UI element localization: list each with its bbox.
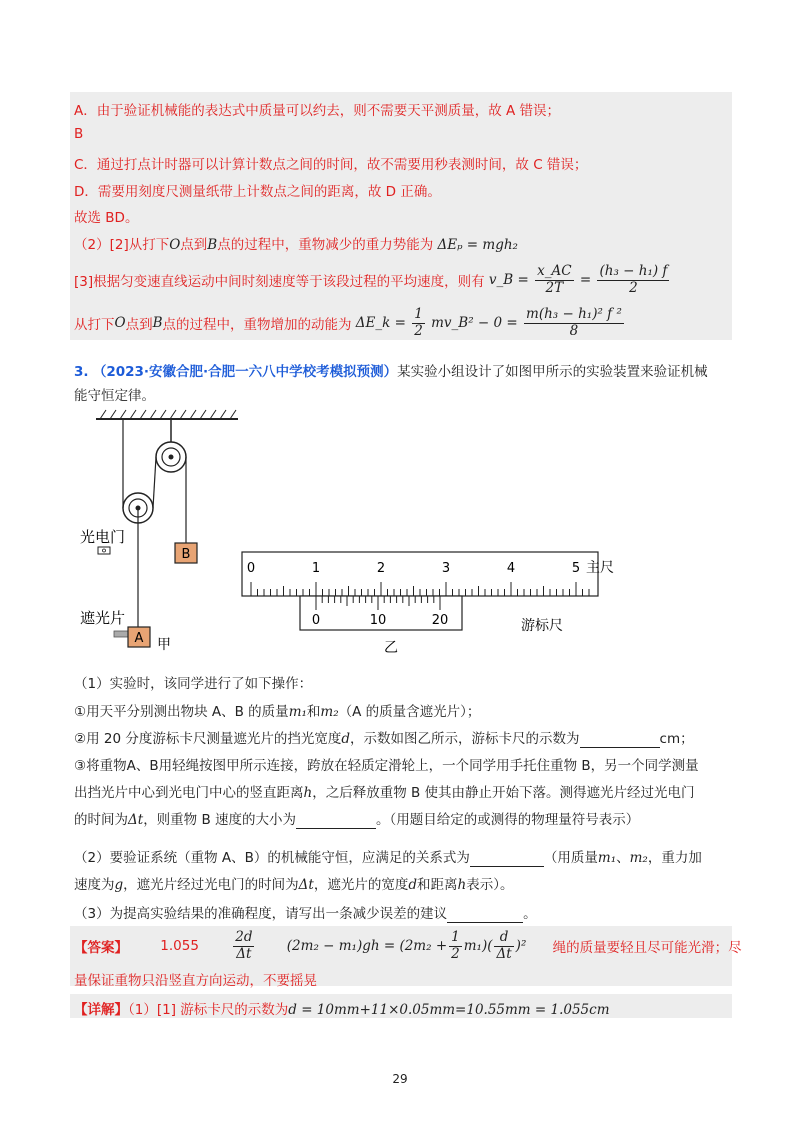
figure-caption-jia: 甲 (157, 637, 171, 653)
question-part-3: （3）为提高实验结果的准确程度，请写出一条减少误差的建议 。 (74, 906, 537, 922)
analysis-part3: [3]根据匀变速直线运动中间时刻速度等于该段过程的平均速度，则有 v_B = $\frac{x\_AC}{2T}$ = $\frac{\text{(h₃ − h₁) f}}{2}$ (74, 263, 668, 296)
svg-text:A: A (134, 631, 144, 646)
analysis-option-c: C．通过打点计时器可以计算计数点之间的时间，故不需要用秒表测时间，故 C 错误； (74, 157, 588, 173)
answer-blank-3[interactable] (470, 850, 544, 867)
main-scale-number: 5 (571, 561, 581, 576)
vernier-scale-label: 游标尺 (521, 618, 563, 634)
label-photogate: 光电门 (80, 528, 126, 546)
answer-line1: 【答案】 1.055 $\frac{2d}{\Delta t}$ (2m₂ − m₁)gh = (2m₂ + $\frac{1}{2}$ m₁)( $\frac{d}{\Delta t}$ )² 绳的质量要轻且尽可能光滑；尽 (74, 929, 742, 962)
analysis-option-b: B (74, 126, 84, 142)
question-part-2-line1: （2）要验证系统（重物 A、B）的机械能守恒，应满足的关系式为 （用质量m₁、m₂，重力加 (74, 850, 702, 866)
question-source: （2023·安徽合肥·合肥一六八中学校考模拟预测） (92, 364, 398, 380)
analysis-option-a: A．由于验证机械能的表达式中质量可以约去，则不需要天平测质量，故 A 错误； (74, 103, 561, 119)
operation-1: ①用天平分别测出物块 A、B 的质量m₁和m₂（A 的质量含遮光片）； (74, 704, 481, 720)
operation-3-line1: ③将重物A、B用轻绳按图甲所示连接，跨放在轻质定滑轮上，一个同学用手托住重物 B，另一个同学测量 (74, 758, 699, 774)
svg-text:B: B (181, 547, 191, 562)
answer-blank-4[interactable] (447, 906, 523, 923)
figure-pulley-apparatus (78, 405, 256, 655)
detail-line: 【详解】（1）[1] 游标卡尺的示数为d = 10mm+11×0.05mm=10.55mm = 1.055cm (74, 1002, 610, 1018)
main-scale-number: 4 (506, 561, 516, 576)
answer-2-fraction: $\frac{2d}{\Delta t}$ (235, 929, 253, 962)
analysis-option-d: D．需要用刻度尺测量纸带上计数点之间的距离，故 D 正确。 (74, 184, 441, 200)
velocity-fraction-1: $\frac{x\_AC}{2T}$ (537, 263, 572, 296)
potential-energy-formula: ΔEₚ = mgh₂ (437, 237, 518, 253)
kinetic-energy-fraction: $\frac{\text{m(h₃ − h₁)² f ²}}{8}$ (526, 306, 622, 339)
main-scale-number: 3 (441, 561, 451, 576)
answer-tag: 【答案】 (74, 940, 128, 957)
question-stem-line2: 能守恒定律。 (74, 388, 155, 404)
question-part-2-line2: 速度为g，遮光片经过光电门的时间为Δt，遮光片的宽度d和距离h表示）。 (74, 877, 514, 893)
analysis-choice: 故选 BD。 (74, 210, 139, 226)
detail-tag: 【详解】 (74, 1002, 128, 1018)
operation-3-line3: 的时间为Δt，则重物 B 速度的大小为 。（用题目给定的或测得的物理量符号表示） (74, 812, 640, 828)
answer-blank-1[interactable] (580, 731, 660, 748)
half-fraction: $\frac{1}{2}$ (414, 306, 423, 339)
page-number: 29 (392, 1072, 408, 1086)
operations-intro: （1）实验时，该同学进行了如下操作： (74, 676, 313, 692)
figure-caption-yi: 乙 (384, 640, 398, 656)
operation-3-line2: 出挡光片中心到光电门中心的竖直距离h，之后释放重物 B 使其由静止开始下落。测得遮光片经过光电门 (74, 785, 695, 801)
answer-blank-2[interactable] (296, 812, 376, 829)
label-shading-plate: 遮光片 (80, 609, 126, 627)
main-scale-number: 1 (311, 561, 321, 576)
question-number: 3. (74, 364, 89, 380)
velocity-fraction-2: $\frac{\text{(h₃ − h₁) f}}{2}$ (599, 263, 668, 296)
main-scale-number: 2 (376, 561, 386, 576)
detail-formula: d = 10mm+11×0.05mm=10.55mm = 1.055cm (288, 1002, 610, 1018)
answer-4-line2: 量保证重物只沿竖直方向运动，不要摇晃 (74, 973, 317, 989)
answer-3-formula: (2m₂ − m₁)gh = (2m₂ + (286, 938, 448, 955)
answer-1: 1.055 (160, 938, 199, 955)
operation-2: ②用 20 分度游标卡尺测量遮光片的挡光宽度d，示数如图乙所示，游标卡尺的示数为 cm； (74, 731, 694, 747)
analysis-box (70, 92, 732, 340)
vernier-scale-number: 20 (431, 613, 449, 628)
analysis-part4: 从打下O点到B点的过程中，重物增加的动能为 ΔE_k = $\frac{1}{2}$ mv_B² − 0 = $\frac{\text{m(h₃ − h₁)² f ²}}{8}$ (74, 306, 622, 339)
main-scale-number: 0 (246, 561, 256, 576)
figure-vernier-caliper (236, 548, 631, 660)
vernier-scale-number: 10 (369, 613, 387, 628)
analysis-part2: （2）[2]从打下O点到B点的过程中，重物减少的重力势能为 ΔEₚ = mgh₂ (74, 237, 518, 253)
vernier-scale-number: 0 (311, 613, 321, 628)
main-scale-label: 主尺 (586, 560, 614, 576)
question-stem: 3. （2023·安徽合肥·合肥一六八中学校考模拟预测）某实验小组设计了如图甲所示的实验装置来验证机械 (74, 364, 708, 380)
answer-4-line1: 绳的质量要轻且尽可能光滑；尽 (552, 940, 742, 957)
